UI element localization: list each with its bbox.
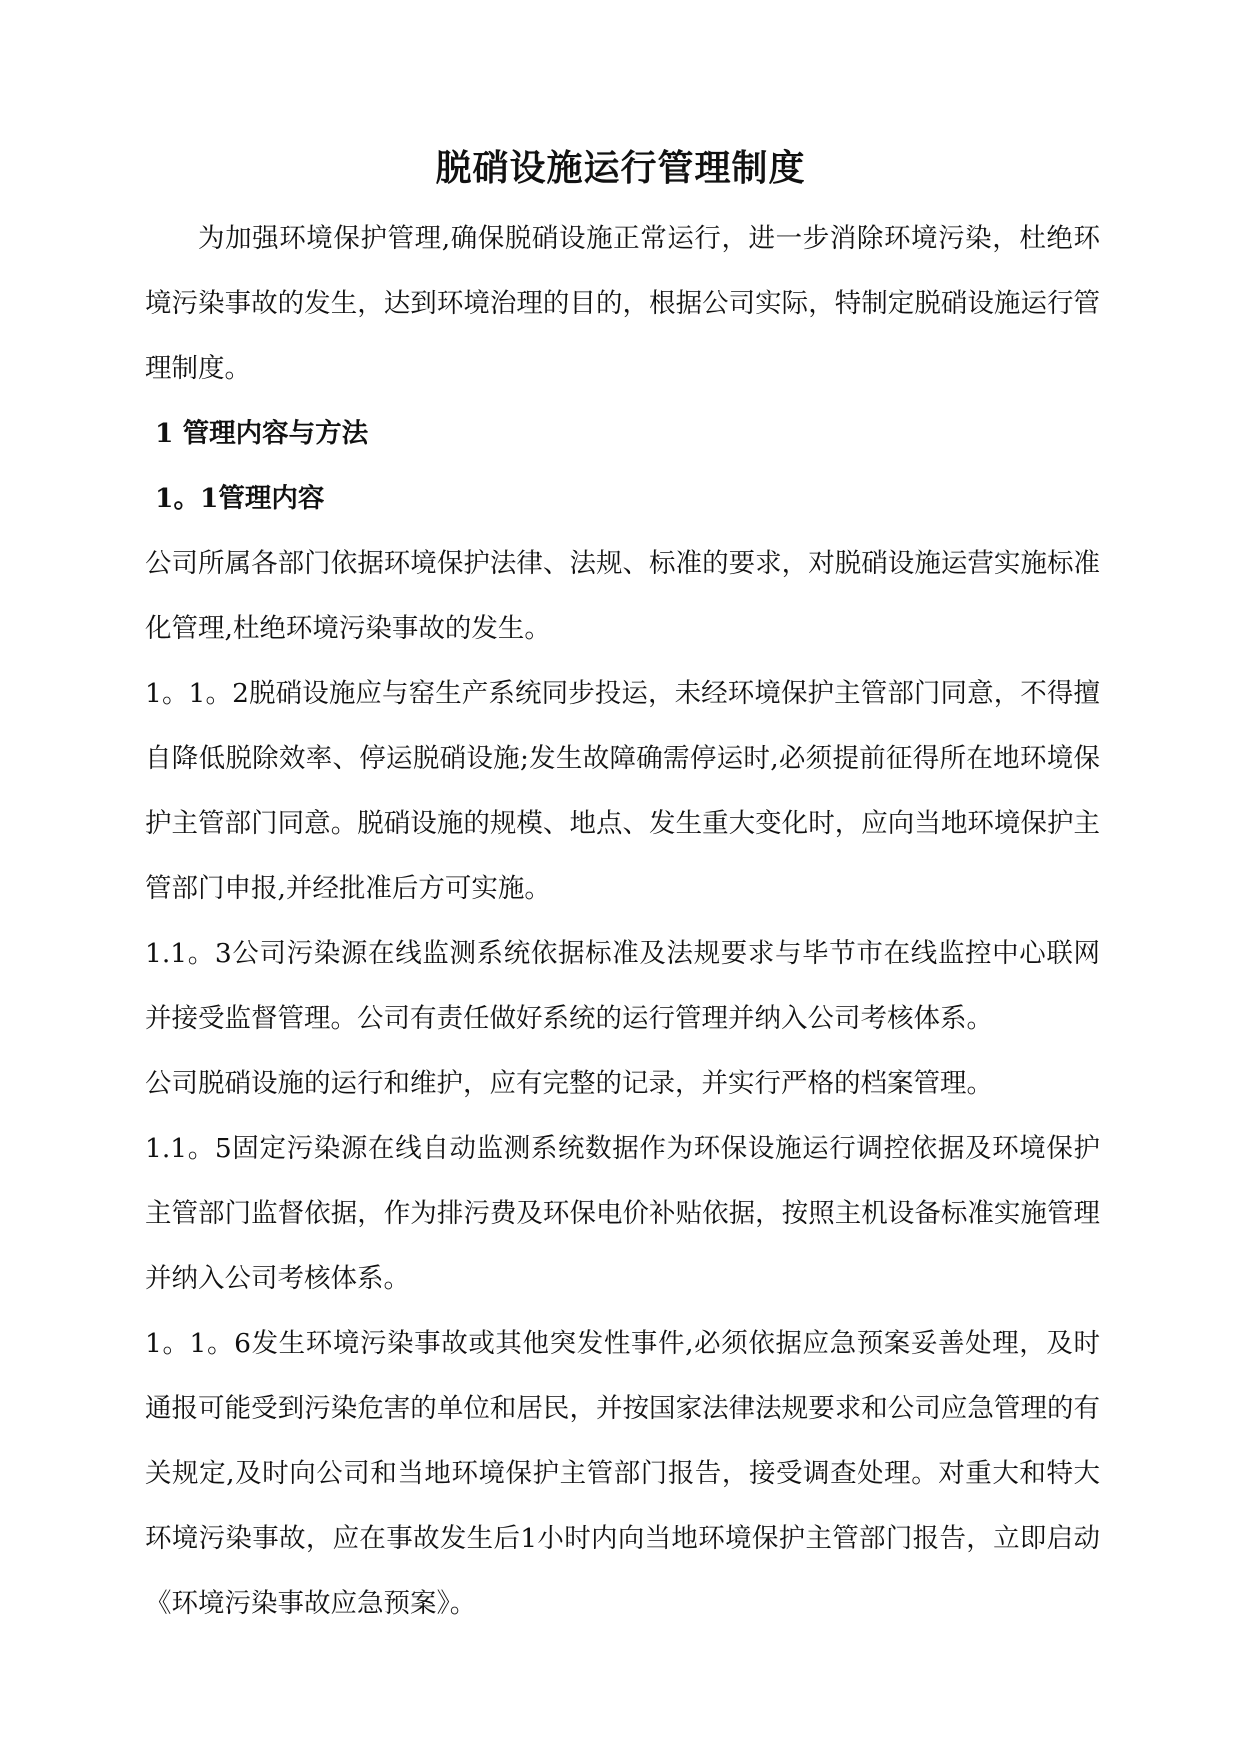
- paragraph-1-1-6: 1。1。6发生环境污染事故或其他突发性事件,必须依据应急预案妥善处理，及时通报可能受到污染危害的单位和居民，并按国家法律法规要求和公司应急管理的有关规定,及时向公司和当地环境保护主管部门报告，接受调查处理。对重大和特大环境污染事故，应在事故发生后1小时内向当地环境保护主管部门报告，立即启动《环境污染事故应急预案》。: [145, 1328, 1100, 1619]
- paragraph-1-1-3: 1.1。3公司污染源在线监测系统依据标准及法规要求与毕节市在线监控中心联网并接受监督管理。公司有责任做好系统的运行管理并纳入公司考核体系。: [145, 938, 1100, 1034]
- section-heading-1-1: 1。1管理内容: [155, 483, 325, 514]
- document-body: [145, 206, 1100, 1636]
- paragraph-1-1-4: 公司脱硝设施的运行和维护，应有完整的记录，并实行严格的档案管理。: [145, 1068, 993, 1099]
- document-title: 脱硝设施运行管理制度: [435, 147, 806, 189]
- paragraph-1-1-2: 1。1。2脱硝设施应与窑生产系统同步投运，未经环境保护主管部门同意，不得擅自降低脱除效率、停运脱硝设施;发生故障确需停运时,必须提前征得所在地环境保护主管部门同意。脱硝设施的规模、地点、发生重大变化时，应向当地环境保护主管部门申报,并经批准后方可实施。: [145, 678, 1100, 904]
- intro-paragraph: 为加强环境保护管理,确保脱硝设施正常运行，进一步消除环境污染，杜绝环境污染事故的发生，达到环境治理的目的，根据公司实际，特制定脱硝设施运行管理制度。: [145, 223, 1100, 384]
- paragraph-1-1-5: 1.1。5固定污染源在线自动监测系统数据作为环保设施运行调控依据及环境保护主管部门监督依据，作为排污费及环保电价补贴依据，按照主机设备标准实施管理并纳入公司考核体系。: [145, 1133, 1100, 1294]
- paragraph-1-1-1: 公司所属各部门依据环境保护法律、法规、标准的要求，对脱硝设施运营实施标准化管理,杜绝环境污染事故的发生。: [145, 548, 1100, 644]
- section-heading-1: 1 管理内容与方法: [155, 418, 369, 449]
